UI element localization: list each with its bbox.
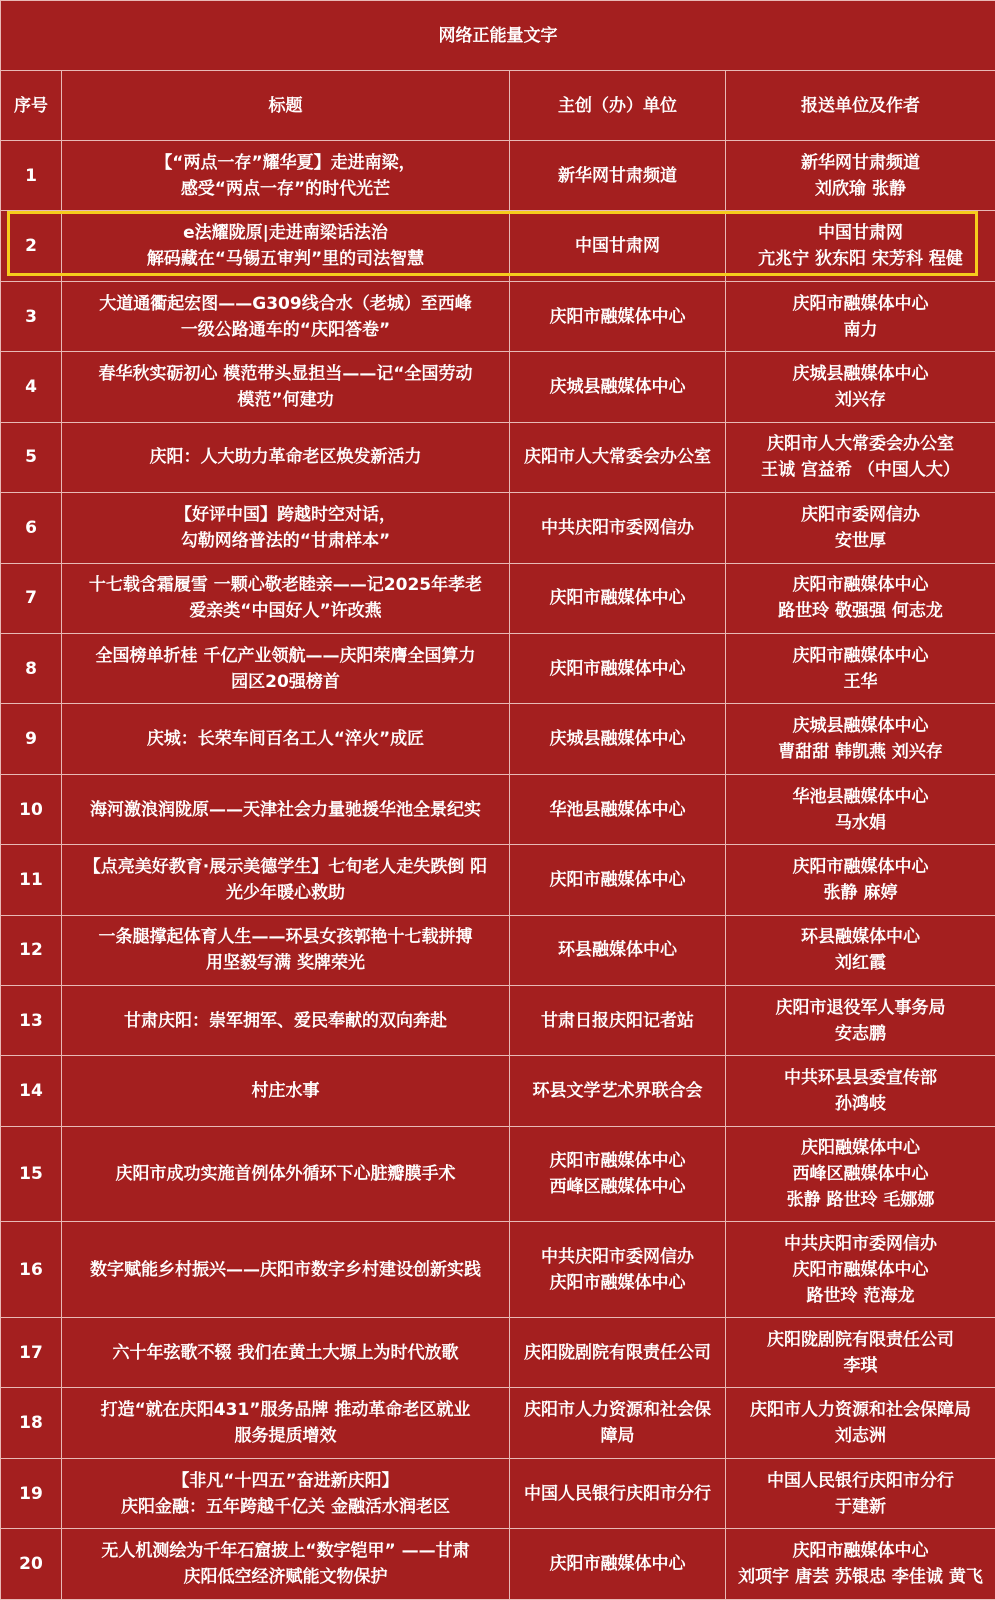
- row-number: 5: [1, 422, 62, 492]
- row-number: 2: [1, 211, 62, 281]
- row-title: 一条腿撑起体育人生——环县女孩郭艳十七载拼搏 用坚毅写满 奖牌荣光: [62, 915, 510, 985]
- row-submitter-authors: 庆城县融媒体中心 曹甜甜 韩凯燕 刘兴存: [726, 704, 995, 774]
- table-title-row: [1, 1, 995, 71]
- row-submitter-authors: 中共环县县委宣传部 孙鸿岐: [726, 1056, 995, 1126]
- row-submitter-authors: 庆阳市退役军人事务局 安志鹏: [726, 986, 995, 1056]
- row-number: 17: [1, 1318, 62, 1388]
- row-number: 15: [1, 1126, 62, 1222]
- row-number: 19: [1, 1458, 62, 1528]
- row-submitter-authors: 中国甘肃网 亢兆宁 狄东阳 宋芳科 程健: [726, 211, 995, 281]
- row-submitter-authors: 新华网甘肃频道 刘欣瑜 张静: [726, 141, 995, 211]
- row-organizer: 华池县融媒体中心: [510, 774, 726, 844]
- row-organizer: 庆阳市融媒体中心: [510, 845, 726, 915]
- row-title: e法耀陇原|走进南梁话法治 解码藏在“马锡五审判”里的司法智慧: [62, 211, 510, 281]
- table-row: [1, 633, 995, 703]
- table-row: [1, 1458, 995, 1528]
- table-row: [1, 211, 995, 281]
- table-row: [1, 493, 995, 563]
- header-organizer: 主创（办）单位: [510, 71, 726, 141]
- row-title: 十七载含霜履雪 一颗心敬老睦亲——记2025年孝老 爱亲类“中国好人”许改燕: [62, 563, 510, 633]
- table-row: [1, 1126, 995, 1222]
- row-submitter-authors: 庆阳市委网信办 安世厚: [726, 493, 995, 563]
- row-organizer: 庆阳市融媒体中心: [510, 563, 726, 633]
- row-submitter-authors: 中共庆阳市委网信办 庆阳市融媒体中心 路世玲 范海龙: [726, 1222, 995, 1318]
- row-submitter-authors: 庆阳市人大常委会办公室 王诚 宫益希 （中国人大）: [726, 422, 995, 492]
- row-number: 14: [1, 1056, 62, 1126]
- row-submitter-authors: 庆阳市融媒体中心 张静 麻婷: [726, 845, 995, 915]
- table-row: [1, 704, 995, 774]
- table-row: [1, 774, 995, 844]
- row-organizer: 中国人民银行庆阳市分行: [510, 1458, 726, 1528]
- row-number: 7: [1, 563, 62, 633]
- row-title: 六十年弦歌不辍 我们在黄土大塬上为时代放歌: [62, 1318, 510, 1388]
- row-title: 甘肃庆阳：崇军拥军、爱民奉献的双向奔赴: [62, 986, 510, 1056]
- row-organizer: 庆阳陇剧院有限责任公司: [510, 1318, 726, 1388]
- row-submitter-authors: 庆阳融媒体中心 西峰区融媒体中心 张静 路世玲 毛娜娜: [726, 1126, 995, 1222]
- table-row: [1, 281, 995, 351]
- row-number: 10: [1, 774, 62, 844]
- row-submitter-authors: 环县融媒体中心 刘红霞: [726, 915, 995, 985]
- row-organizer: 庆阳市人力资源和社会保 障局: [510, 1388, 726, 1458]
- table-body: [1, 141, 995, 1600]
- row-number: 11: [1, 845, 62, 915]
- header-number: 序号: [1, 71, 62, 141]
- row-number: 8: [1, 633, 62, 703]
- row-number: 1: [1, 141, 62, 211]
- row-number: 13: [1, 986, 62, 1056]
- table-row: [1, 1222, 995, 1318]
- table-title: 网络正能量文字: [1, 1, 995, 71]
- row-organizer: 庆阳市融媒体中心: [510, 281, 726, 351]
- row-title: 数字赋能乡村振兴——庆阳市数字乡村建设创新实践: [62, 1222, 510, 1318]
- row-submitter-authors: 庆阳市融媒体中心 南力: [726, 281, 995, 351]
- row-submitter-authors: 中国人民银行庆阳市分行 于建新: [726, 1458, 995, 1528]
- row-title: 【非凡“十四五”奋进新庆阳】 庆阳金融：五年跨越千亿关 金融活水润老区: [62, 1458, 510, 1528]
- row-number: 3: [1, 281, 62, 351]
- table-row: [1, 422, 995, 492]
- row-submitter-authors: 庆城县融媒体中心 刘兴存: [726, 352, 995, 422]
- row-submitter-authors: 庆阳市融媒体中心 王华: [726, 633, 995, 703]
- row-title: 打造“就在庆阳431”服务品牌 推动革命老区就业 服务提质增效: [62, 1388, 510, 1458]
- table-row: [1, 1388, 995, 1458]
- header-submitter-authors: 报送单位及作者: [726, 71, 995, 141]
- row-organizer: 中国甘肃网: [510, 211, 726, 281]
- row-organizer: 中共庆阳市委网信办: [510, 493, 726, 563]
- table-row: [1, 845, 995, 915]
- row-organizer: 庆城县融媒体中心: [510, 704, 726, 774]
- row-organizer: 庆阳市人大常委会办公室: [510, 422, 726, 492]
- table-row: [1, 915, 995, 985]
- row-organizer: 环县文学艺术界联合会: [510, 1056, 726, 1126]
- table-row: [1, 352, 995, 422]
- table-header-row: [1, 71, 995, 141]
- row-title: 【“两点一存”耀华夏】走进南梁， 感受“两点一存”的时代光芒: [62, 141, 510, 211]
- row-organizer: 环县融媒体中心: [510, 915, 726, 985]
- row-title: 村庄水事: [62, 1056, 510, 1126]
- table-row: [1, 1318, 995, 1388]
- row-title: 全国榜单折桂 千亿产业领航——庆阳荣膺全国算力 园区20强榜首: [62, 633, 510, 703]
- row-title: 庆阳：人大助力革命老区焕发新活力: [62, 422, 510, 492]
- table-row: [1, 986, 995, 1056]
- row-number: 16: [1, 1222, 62, 1318]
- row-submitter-authors: 庆阳市人力资源和社会保障局 刘志洲: [726, 1388, 995, 1458]
- row-title: 庆城：长荣车间百名工人“淬火”成匠: [62, 704, 510, 774]
- row-organizer: 庆阳市融媒体中心: [510, 1529, 726, 1600]
- row-organizer: 新华网甘肃频道: [510, 141, 726, 211]
- row-number: 6: [1, 493, 62, 563]
- row-title: 春华秋实砺初心 模范带头显担当——记“全国劳动 模范”何建功: [62, 352, 510, 422]
- row-organizer: 庆阳市融媒体中心 西峰区融媒体中心: [510, 1126, 726, 1222]
- table-row: [1, 1056, 995, 1126]
- row-organizer: 庆阳市融媒体中心: [510, 633, 726, 703]
- row-number: 9: [1, 704, 62, 774]
- row-title: 无人机测绘为千年石窟披上“数字铠甲” ——甘肃 庆阳低空经济赋能文物保护: [62, 1529, 510, 1600]
- row-submitter-authors: 庆阳市融媒体中心 刘项宇 唐芸 苏银忠 李佳诚 黄飞: [726, 1529, 995, 1600]
- row-submitter-authors: 庆阳市融媒体中心 路世玲 敬强强 何志龙: [726, 563, 995, 633]
- row-title: 庆阳市成功实施首例体外循环下心脏瓣膜手术: [62, 1126, 510, 1222]
- table-row: [1, 1529, 995, 1600]
- row-organizer: 中共庆阳市委网信办 庆阳市融媒体中心: [510, 1222, 726, 1318]
- row-submitter-authors: 庆阳陇剧院有限责任公司 李琪: [726, 1318, 995, 1388]
- row-organizer: 庆城县融媒体中心: [510, 352, 726, 422]
- table-row: [1, 563, 995, 633]
- row-organizer: 甘肃日报庆阳记者站: [510, 986, 726, 1056]
- header-title: 标题: [62, 71, 510, 141]
- row-number: 12: [1, 915, 62, 985]
- table-row: [1, 141, 995, 211]
- row-number: 20: [1, 1529, 62, 1600]
- row-title: 【好评中国】跨越时空对话， 勾勒网络普法的“甘肃样本”: [62, 493, 510, 563]
- row-title: 海河激浪润陇原——天津社会力量驰援华池全景纪实: [62, 774, 510, 844]
- row-title: 【点亮美好教育·展示美德学生】七旬老人走失跌倒 阳 光少年暖心救助: [62, 845, 510, 915]
- row-number: 4: [1, 352, 62, 422]
- row-submitter-authors: 华池县融媒体中心 马水娟: [726, 774, 995, 844]
- row-title: 大道通衢起宏图——G309线合水（老城）至西峰 一级公路通车的“庆阳答卷”: [62, 281, 510, 351]
- row-number: 18: [1, 1388, 62, 1458]
